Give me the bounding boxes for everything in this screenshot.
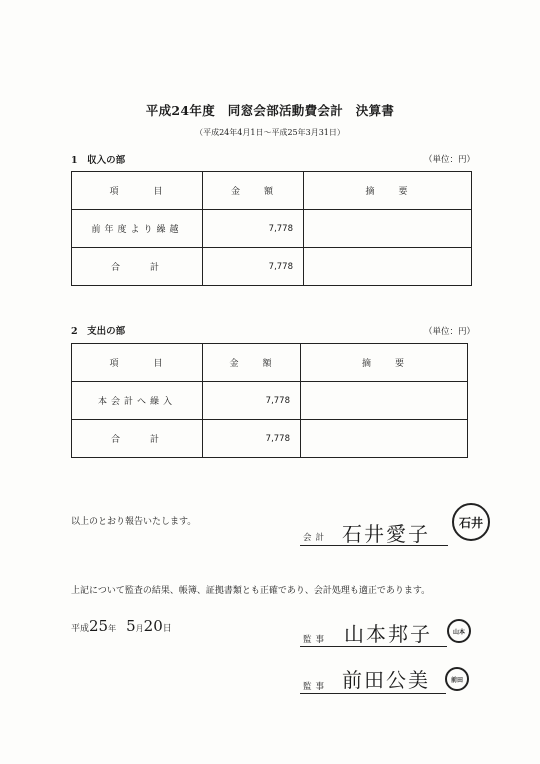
expense-total-remarks — [301, 420, 468, 458]
auditor-2-signature: 前田公美 — [342, 668, 430, 692]
auditor-1-signature: 山本邦子 — [344, 622, 432, 646]
expense-total-amount: 7,778 — [203, 420, 301, 458]
report-statement: 以上のとおり報告いたします。 — [71, 517, 197, 527]
treasurer-signature-line — [300, 545, 448, 546]
date-month: 5 — [126, 617, 136, 635]
treasurer-seal: 石井 — [452, 503, 490, 541]
expense-remarks — [301, 382, 468, 420]
date-year: 25 — [89, 617, 109, 635]
expense-header-amount: 金 額 — [203, 344, 301, 382]
expense-amount: 7,778 — [203, 382, 301, 420]
auditor-1-role: 監事 — [303, 635, 329, 645]
treasurer-signature: 石井愛子 — [342, 522, 430, 546]
table-row — [72, 382, 468, 420]
date-day: 20 — [143, 617, 163, 635]
expense-unit: （単位：円） — [424, 327, 476, 337]
expense-table — [71, 343, 468, 458]
income-amount: 7,778 — [203, 210, 304, 248]
table-row — [72, 210, 472, 248]
fiscal-period: （平成24年4月1日～平成25年3月31日） — [195, 128, 345, 137]
income-header-row — [72, 172, 472, 210]
table-row — [72, 248, 472, 286]
auditor-1-signature-line — [300, 646, 447, 647]
income-table — [71, 171, 472, 286]
income-header-amount: 金 額 — [203, 172, 304, 210]
income-header-item: 項 目 — [72, 172, 203, 210]
auditor-1-seal: 山本 — [447, 619, 471, 643]
treasurer-role: 会計 — [303, 533, 329, 543]
document-title: 平成24年度 同窓会部活動費会計 決算書 — [145, 103, 395, 118]
income-total-amount: 7,778 — [203, 248, 304, 286]
income-unit: （単位：円） — [424, 155, 476, 165]
date-month-suffix: 月 — [135, 624, 144, 633]
report-date — [71, 617, 172, 635]
income-remarks — [304, 210, 472, 248]
auditor-2-signature-line — [300, 693, 446, 694]
income-header-remarks: 摘 要 — [304, 172, 472, 210]
expense-header-item: 項 目 — [72, 344, 203, 382]
income-item: 前年度より繰越 — [72, 210, 203, 248]
date-prefix: 平成 — [71, 624, 90, 634]
income-total-remarks — [304, 248, 472, 286]
audit-statement: 上記について監査の結果、帳簿、証拠書類とも正確であり、会計処理も適正であります。 — [71, 586, 431, 596]
expense-item: 本会計へ繰入 — [72, 382, 203, 420]
expense-header-row — [72, 344, 468, 382]
auditor-2-role: 監事 — [303, 682, 329, 692]
income-section-label: 1 収入の部 — [71, 155, 126, 166]
date-day-suffix: 日 — [162, 624, 172, 634]
expense-section-label: 2 支出の部 — [71, 326, 126, 337]
table-row — [72, 420, 468, 458]
expense-total-label: 合 計 — [72, 420, 203, 458]
expense-header-remarks: 摘 要 — [301, 344, 468, 382]
auditor-2-seal: 前田 — [445, 667, 469, 691]
date-year-suffix: 年 — [108, 624, 117, 633]
income-total-label: 合 計 — [72, 248, 203, 286]
